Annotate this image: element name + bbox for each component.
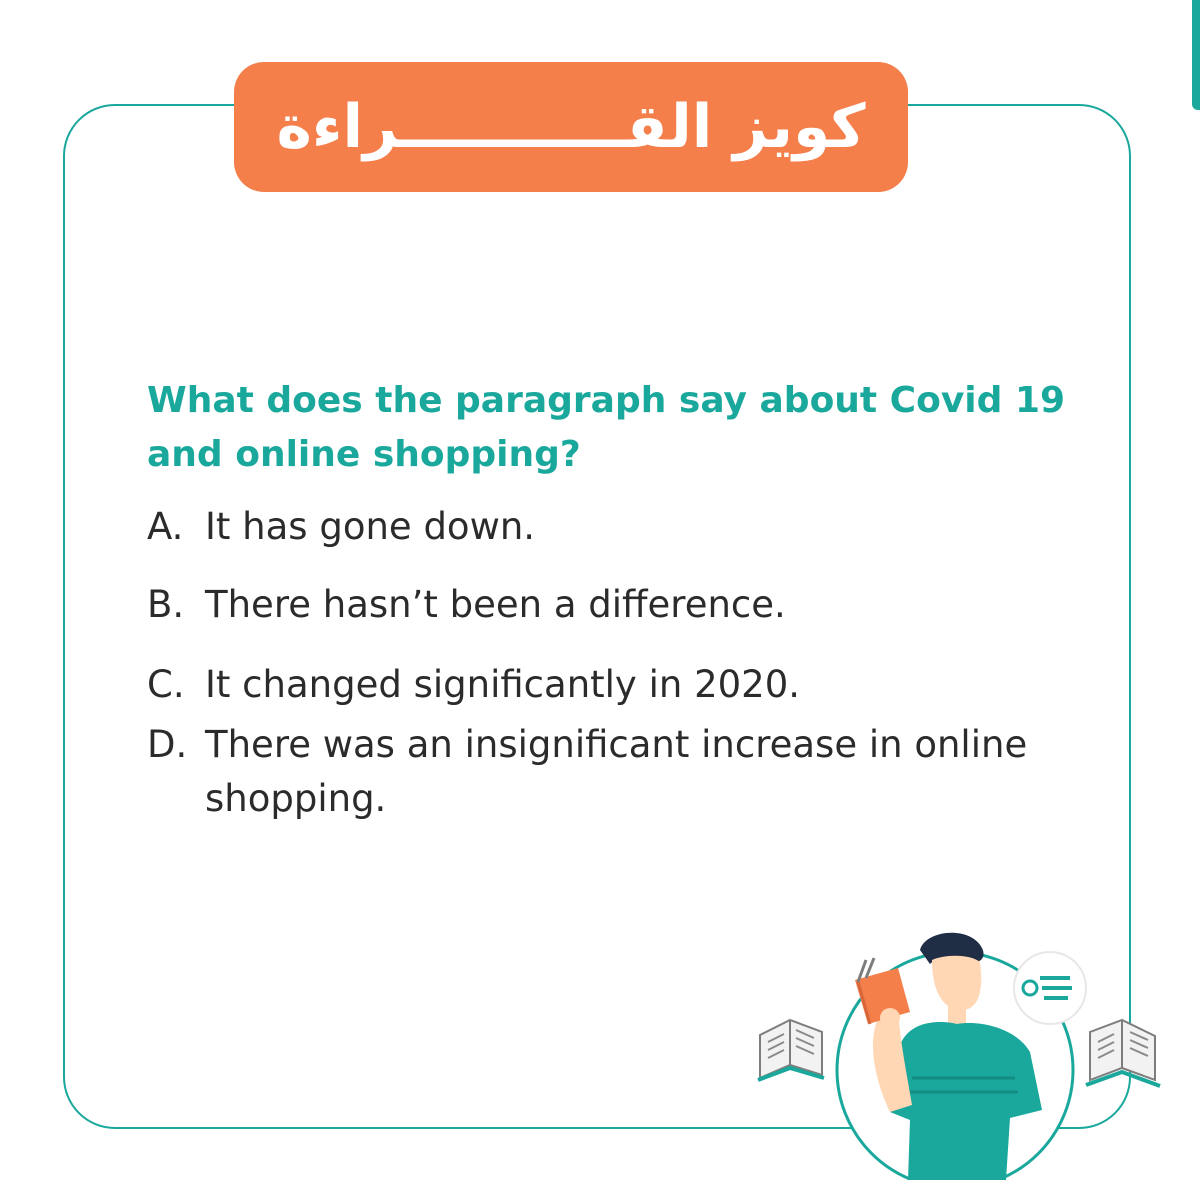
book-icon: [758, 1020, 824, 1080]
logo-badge: [1014, 952, 1086, 1024]
option-d[interactable]: [147, 718, 1047, 826]
quiz-title-banner: [234, 62, 908, 192]
edge-accent: [1192, 0, 1200, 110]
option-a[interactable]: [147, 500, 1047, 554]
option-a-letter: A.: [147, 505, 184, 548]
option-b-letter: B.: [147, 583, 185, 626]
option-b-text: There hasn’t been a difference.: [205, 583, 786, 626]
option-d-text: There was an insignificant increase in online shopping.: [205, 723, 1028, 820]
option-c[interactable]: [147, 658, 1047, 712]
option-b[interactable]: [147, 578, 1047, 632]
question-text: What does the paragraph say about Covid 19 and online shopping?: [147, 380, 1066, 475]
option-d-letter: D.: [147, 723, 188, 766]
book-icon: [1086, 1020, 1160, 1086]
reader-illustration: [750, 920, 1170, 1180]
option-a-text: It has gone down.: [205, 505, 536, 548]
quiz-title: كويز القـــــــــــراءة: [276, 92, 866, 162]
option-c-text: It changed significantly in 2020.: [205, 663, 800, 706]
option-c-letter: C.: [147, 663, 185, 706]
